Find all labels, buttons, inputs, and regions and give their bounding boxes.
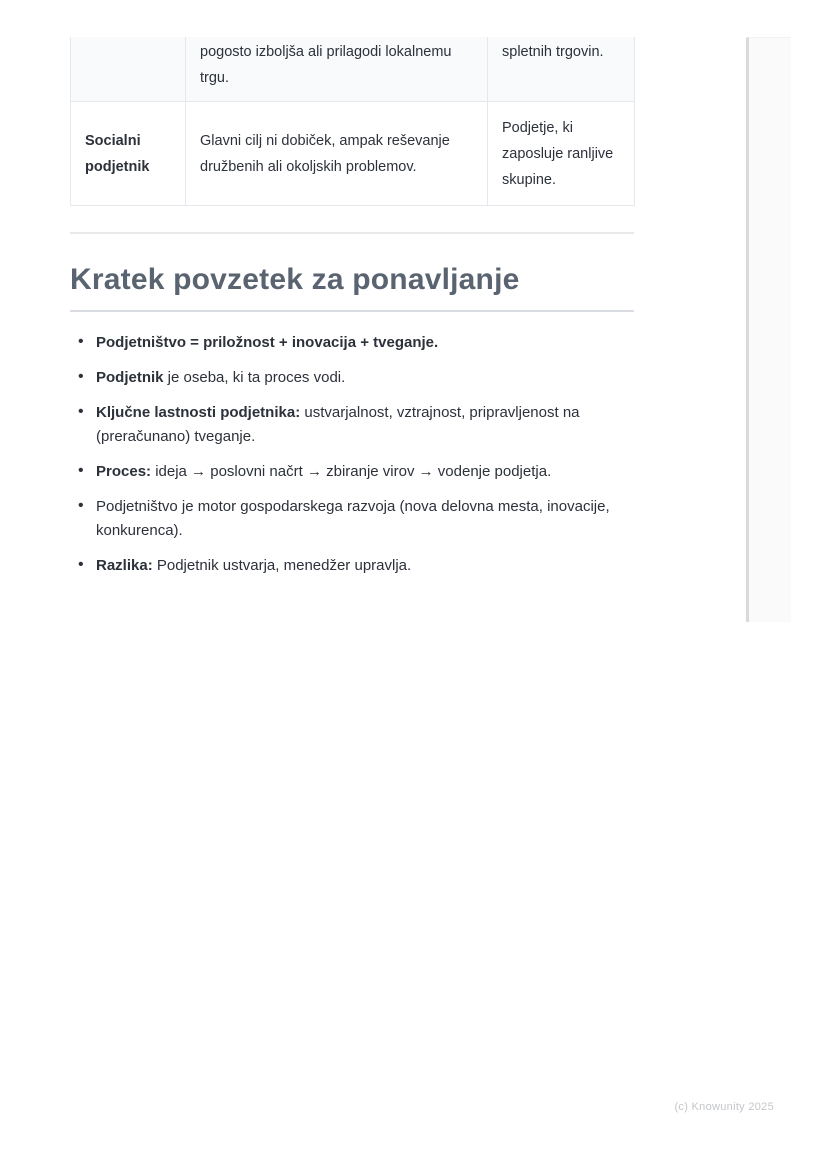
list-item-bold: Ključne lastnosti podjetnika: bbox=[96, 404, 301, 421]
section-heading: Kratek povzetek za ponavljanje bbox=[70, 262, 634, 312]
list-item-bold: Podjetnik bbox=[96, 369, 164, 386]
table-row-social-entrepreneur bbox=[71, 102, 635, 206]
list-item bbox=[70, 495, 636, 543]
list-item-bold: Razlika: bbox=[96, 557, 153, 574]
list-item bbox=[70, 460, 636, 484]
table-cell-example: Podjetje, ki zaposluje ranljive skupine. bbox=[488, 102, 635, 206]
list-item-text: Podjetnik ustvarja, menedžer upravlja. bbox=[152, 557, 412, 574]
section-divider bbox=[70, 232, 634, 234]
list-item bbox=[70, 366, 636, 390]
entrepreneur-types-table bbox=[70, 37, 635, 206]
list-item bbox=[70, 554, 636, 578]
list-item-bold: Proces: bbox=[96, 463, 152, 480]
table-cell-example: spletnih trgovin. bbox=[488, 37, 635, 102]
list-item-text: ideja → poslovni načrt → zbiranje virov → vodenje podjetja. bbox=[151, 463, 552, 480]
table-cell-type bbox=[71, 37, 186, 102]
summary-list bbox=[70, 331, 636, 589]
scrollbar-artifact[interactable] bbox=[746, 37, 791, 622]
copyright-watermark: (c) Knowunity 2025 bbox=[674, 1101, 774, 1113]
list-item-bold: Podjetništvo = priložnost + inovacija + tveganje. bbox=[96, 334, 439, 351]
list-item-text: Podjetništvo je motor gospodarskega razvoja (nova delovna mesta, inovacije, konkurenca). bbox=[96, 498, 610, 539]
table-row-continued bbox=[71, 37, 635, 102]
list-item-text: ustvarjalnost, vztrajnost, pripravljenost na (preračunano) tveganje. bbox=[96, 404, 580, 445]
list-item bbox=[70, 401, 636, 449]
table-cell-description: Glavni cilj ni dobiček, ampak reševanje družbenih ali okoljskih problemov. bbox=[186, 102, 488, 206]
table-cell-type: Socialni podjetnik bbox=[71, 102, 186, 206]
table-cell-description: pogosto izboljša ali prilagodi lokalnemu trgu. bbox=[186, 37, 488, 102]
list-item bbox=[70, 331, 636, 355]
list-item-text: je oseba, ki ta proces vodi. bbox=[163, 369, 346, 386]
